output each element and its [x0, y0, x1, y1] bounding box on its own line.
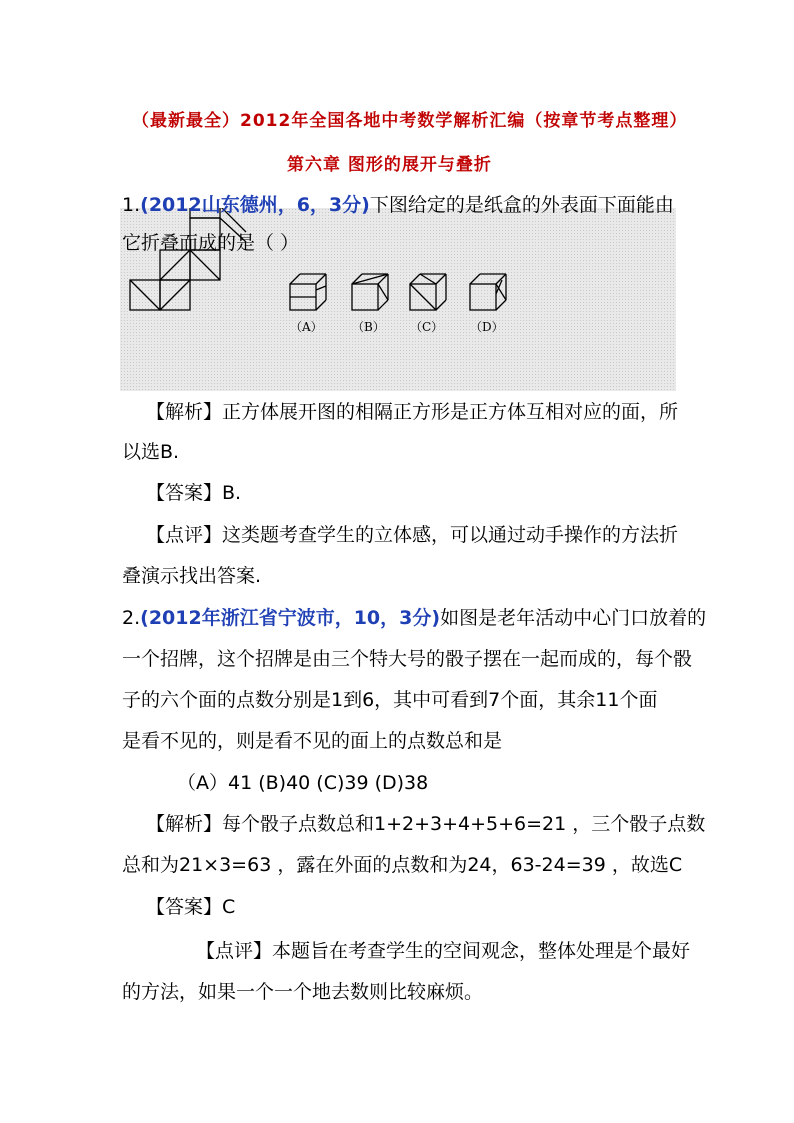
chapter-title: 第六章 图形的展开与叠折 [287, 155, 492, 175]
q2-number: 2. [122, 607, 141, 629]
document-title: （最新最全）2012年全国各地中考数学解析汇编（按章节考点整理） [132, 111, 688, 131]
q2-comment-a: 【点评】本题旨在考查学生的空间观念，整体处理是个最好 [196, 940, 691, 962]
q2-text-c: 子的六个面的点数分别是1到6，其中可看到7个面，其余11个面 [122, 689, 658, 711]
q1-analysis-a: 【解析】正方体展开图的相隔正方形是正方体互相对应的面，所 [146, 401, 679, 423]
q2-text-b: 一个招牌，这个招牌是由三个特大号的骰子摆在一起而成的，每个骰 [122, 648, 693, 670]
q2-comment-b: 的方法，如果一个一个地去数则比较麻烦。 [122, 981, 484, 1003]
q1-first-line [122, 193, 674, 217]
q2-analysis-b: 总和为21×3=63 ，露在外面的点数和为24，63-24=39 ，故选C [122, 854, 683, 876]
q2-choices: （A）41 (B)40 (C)39 (D)38 [177, 772, 429, 794]
option-b-label: （B） [352, 320, 385, 334]
q1-answer: 【答案】B. [146, 482, 242, 504]
q2-text-a: 如图是老年活动中心门口放着的 [440, 607, 707, 629]
q2-answer: 【答案】C [146, 896, 236, 918]
q2-text-d: 是看不见的，则是看不见的面上的点数总和是 [122, 730, 503, 752]
q1-comment-a: 【点评】这类题考查学生的立体感，可以通过动手操作的方法折 [146, 524, 679, 546]
q1-comment-b: 叠演示找出答案. [122, 565, 262, 587]
option-c-label: （C） [410, 320, 444, 334]
q2-first-line [122, 606, 706, 630]
q1-text-b: 它折叠而成的是（ ） [122, 232, 300, 254]
cube-a [290, 274, 326, 310]
q1-number: 1. [122, 194, 141, 216]
cube-b [352, 274, 388, 310]
q2-source: (2012年浙江省宁波市，10，3分) [140, 607, 441, 629]
option-a-label: （A） [290, 320, 323, 334]
option-d-label: （D） [470, 320, 504, 334]
q2-analysis-a: 【解析】每个骰子点数总和1+2+3+4+5+6=21 ，三个骰子点数 [146, 813, 706, 835]
q1-analysis-b: 以选B. [122, 441, 180, 463]
q1-text-a: 下图给定的是纸盒的外表面下面能由 [369, 194, 674, 216]
cube-d [470, 274, 506, 310]
net-diagram [130, 208, 246, 310]
cube-c [410, 274, 446, 310]
q1-source: (2012山东德州，6，3分) [140, 194, 370, 216]
